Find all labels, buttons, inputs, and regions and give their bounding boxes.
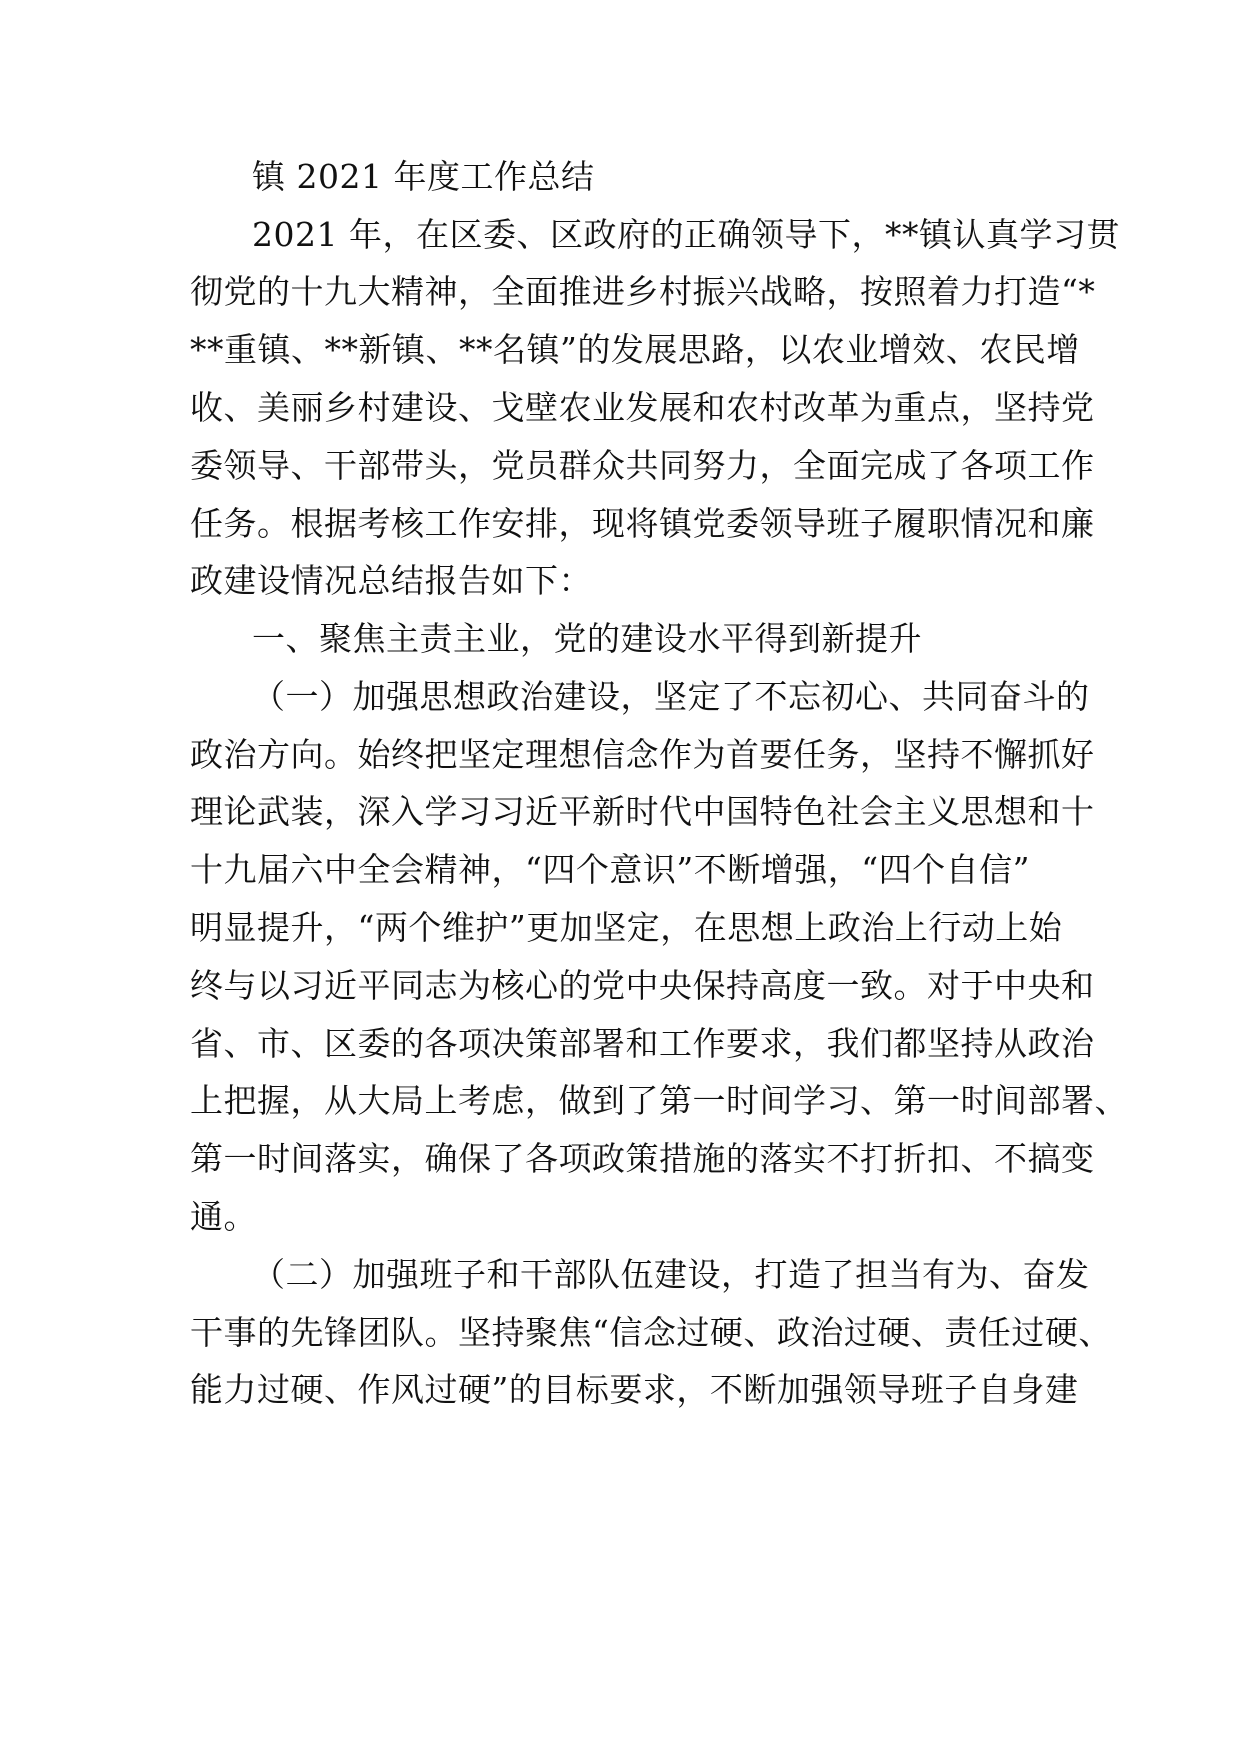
paragraph-line: 明显提升，“两个维护”更加坚定，在思想上政治上行动上始	[190, 908, 1063, 947]
paragraph-line: 上把握，从大局上考虑，做到了第一时间学习、第一时间部署、	[190, 1081, 1128, 1120]
paragraph-line: 2021 年，在区委、区政府的正确领导下，**镇认真学习贯	[252, 215, 1120, 254]
paragraph-line: **重镇、**新镇、**名镇”的发展思路，以农业增效、农民增	[190, 330, 1080, 369]
document-title: 镇 2021 年度工作总结	[252, 157, 595, 196]
paragraph-line: 委领导、干部带头，党员群众共同努力，全面完成了各项工作	[190, 446, 1095, 485]
paragraph-line: 彻党的十九大精神，全面推进乡村振兴战略，按照着力打造“*	[190, 272, 1096, 311]
paragraph-line: 干事的先锋团队。坚持聚焦“信念过硬、政治过硬、责任过硬、	[190, 1313, 1112, 1352]
subsection-heading-line: （二）加强班子和干部队伍建设，打造了担当有为、奋发	[252, 1255, 1090, 1294]
paragraph-line: 能力过硬、作风过硬”的目标要求，不断加强领导班子自身建	[190, 1370, 1079, 1409]
paragraph-line: 政建设情况总结报告如下：	[190, 561, 592, 600]
paragraph-line: 任务。根据考核工作安排，现将镇党委领导班子履职情况和廉	[190, 504, 1095, 543]
paragraph-line: 理论武装，深入学习习近平新时代中国特色社会主义思想和十	[190, 792, 1095, 831]
paragraph-line: 省、市、区委的各项决策部署和工作要求，我们都坚持从政治	[190, 1024, 1095, 1063]
paragraph-line: 通。	[190, 1197, 257, 1236]
subsection-heading-line: （一）加强思想政治建设，坚定了不忘初心、共同奋斗的	[252, 677, 1090, 716]
paragraph-line: 第一时间落实，确保了各项政策措施的落实不打折扣、不搞变	[190, 1139, 1095, 1178]
paragraph-line: 终与以习近平同志为核心的党中央保持高度一致。对于中央和	[190, 966, 1095, 1005]
paragraph-line: 收、美丽乡村建设、戈壁农业发展和农村改革为重点，坚持党	[190, 388, 1095, 427]
paragraph-line: 政治方向。始终把坚定理想信念作为首要任务，坚持不懈抓好	[190, 735, 1095, 774]
paragraph-line: 十九届六中全会精神，“四个意识”不断增强，“四个自信”	[190, 850, 1030, 889]
section-heading: 一、聚焦主责主业，党的建设水平得到新提升	[252, 619, 922, 658]
